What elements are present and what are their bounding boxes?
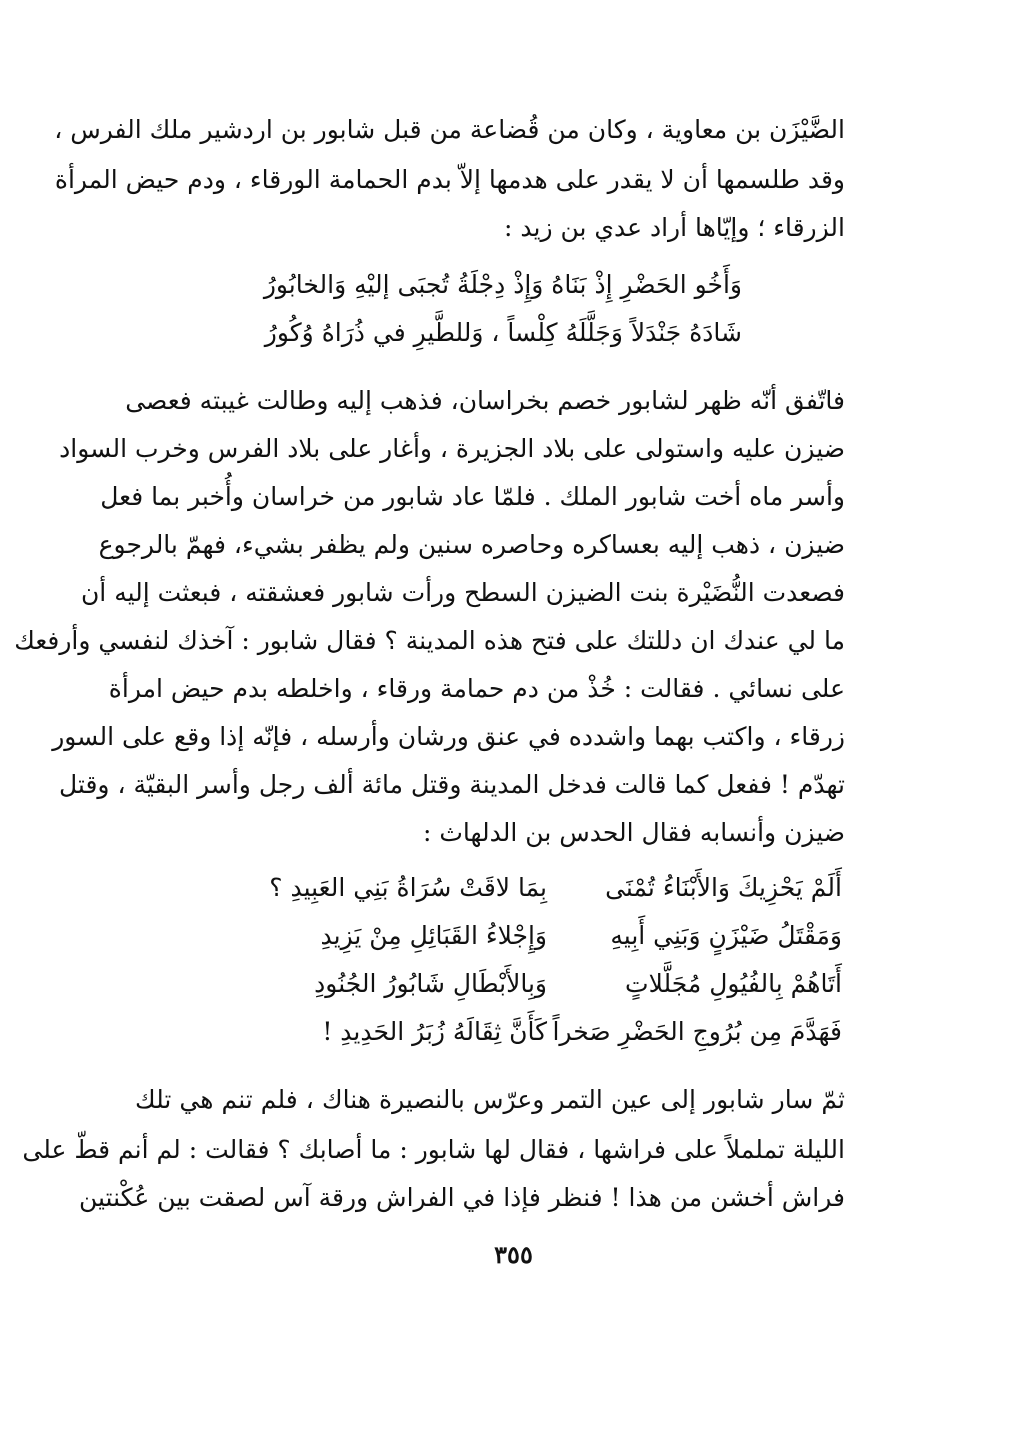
verse-hemistich-right: فَهَدَّمَ مِن بُرُوجِ الحَضْرِ صَخراً (552, 1017, 842, 1046)
text-line: على نسائي . فقالت : خُذْ من دم حمامة ورقاء ، واخلطه بدم حيض امرأة (108, 674, 845, 703)
verse-hemistich-right: أَلَمْ يَحْزِيكَ وَالأَبْنَاءُ تُمْنَى (605, 873, 842, 902)
text-line: وقد طلسمها أن لا يقدر على هدمها إلاّ بدم الحمامة الورقاء ، ودم حيض المرأة (54, 165, 845, 194)
text-line: فراش أخشن من هذا ! فنظر فإذا في الفراش ورقة آس لصقت بين عُكْنتين (78, 1183, 845, 1212)
text-line: وأسر ماه أخت شابور الملك . فلمّا عاد شابور من خراسان وأُخبر بما فعل (100, 482, 845, 511)
text-line: ضيزن عليه واستولى على بلاد الجزيرة ، وأغار على بلاد الفرس وخرب السواد (59, 434, 845, 463)
verse-line: شَادَهُ جَنْدَلاً وَجَلَّلَهُ كِلْساً ، وَللطَّيرِ في ذُرَاهُ وُكُورُ (264, 318, 742, 347)
text-line: ضيزن وأنسابه فقال الحدس بن الدلهاث : (423, 818, 845, 847)
text-line: تهدّم ! ففعل كما قالت فدخل المدينة وقتل مائة ألف رجل وأسر البقيّة ، وقتل (59, 770, 845, 799)
text-line: فاتّفق أنّه ظهر لشابور خصم بخراسان، فذهب إليه وطالت غيبته فعصى (125, 386, 845, 415)
text-line: ضيزن ، ذهب إليه بعساكره وحاصره سنين ولم يظفر بشيء، فهمّ بالرجوع (98, 530, 845, 559)
text-line: زرقاء ، واكتب بهما واشدده في عنق ورشان وأرسله ، فإنّه إذا وقع على السور (52, 722, 845, 751)
verse-hemistich-left: وَإِجْلاءُ القَبَائِلِ مِنْ يَزِيدِ (320, 921, 547, 950)
verse-hemistich-left: كَأَنَّ ثِقَالَهُ زُبَرُ الحَدِيدِ ! (322, 1017, 547, 1046)
page-number: ٣٥٥ (494, 1240, 533, 1269)
verse-hemistich-right: وَمَقْتَلُ ضَيْزَنٍ وَبَنِي أَبِيهِ (610, 921, 842, 950)
verse-hemistich-left: وَبِالأَبْطَالِ شَابُورُ الجُنُودِ (314, 969, 547, 998)
text-line: ثمّ سار شابور إلى عين التمر وعرّس بالنصيرة هناك ، فلم تنم هي تلك (135, 1085, 845, 1114)
text-line: ما لي عندك ان دللتك على فتح هذه المدينة ؟ فقال شابور : آخذك لنفسي وأرفعك (14, 626, 845, 655)
text-line: فصعدت النُّضَيْرة بنت الضيزن السطح ورأت شابور فعشقته ، فبعثت إليه أن (80, 578, 845, 607)
verse-line: وَأَخُو الحَضْرِ إِذْ بَنَاهُ وَإِذْ دِجْلَةُ تُجبَى إليْهِ وَالخابُورُ (263, 270, 742, 299)
verse-hemistich-right: أَتَاهُمْ بِالفُيُولِ مُجَلَّلاتٍ (625, 969, 842, 998)
verse-hemistich-left: بِمَا لاقَتْ سُرَاةُ بَنِي العَبِيدِ ؟ (269, 873, 547, 902)
text-line: الضَّيْزَن بن معاوية ، وكان من قُضاعة من قبل شابور بن اردشير ملك الفرس ، (54, 115, 845, 144)
text-line: الزرقاء ؛ وإيّاها أراد عدي بن زيد : (504, 213, 845, 242)
text-line: الليلة تململاً على فراشها ، فقال لها شابور : ما أصابك ؟ فقالت : لم أنم قطّ على (22, 1135, 845, 1164)
